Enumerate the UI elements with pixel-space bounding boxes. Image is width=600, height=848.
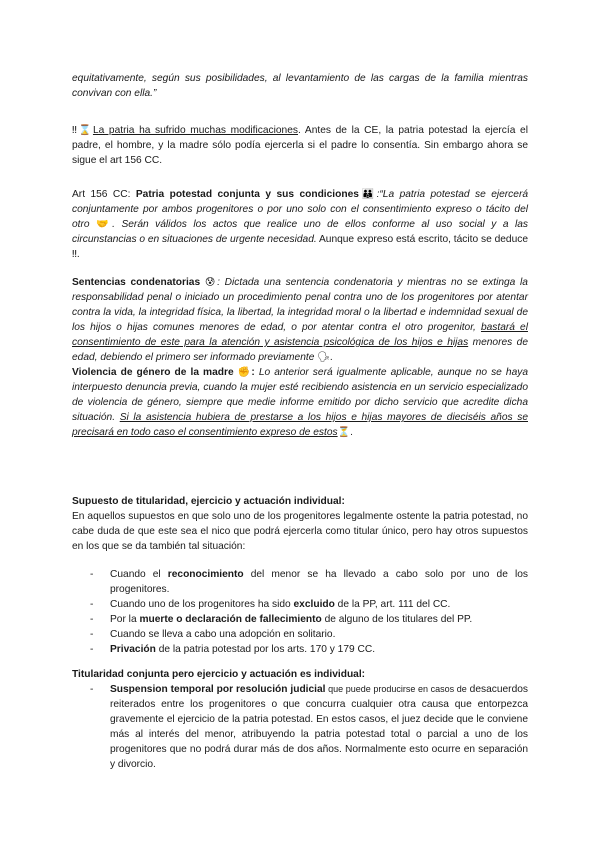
art156-paragraph bbox=[72, 187, 528, 262]
handshake-icon: 🤝 bbox=[96, 219, 113, 230]
art156-quote-a: :“La patria potestad se ejercerá conjuntamente por ambos progenitores o por uno solo con el consentimiento expreso o tácito del otro bbox=[72, 189, 528, 230]
violencia-end: . bbox=[350, 427, 353, 438]
sentencias-paragraph bbox=[72, 275, 528, 365]
violencia-underlined: Si la asistencia hubiera de prestarse a los hijos e hijas mayores de dieciséis años se precisará en todo caso el consentimiento expreso de estos bbox=[72, 412, 528, 438]
violencia-paragraph bbox=[72, 365, 528, 440]
list-item: - Privación de la patria potestad por los arts. 170 y 179 CC. bbox=[72, 642, 528, 657]
anxious-face-icon: 😰 bbox=[204, 277, 218, 288]
violencia-title: Violencia de género de la madre bbox=[72, 367, 234, 378]
art156-prefix: Art 156 CC: bbox=[72, 189, 136, 200]
list-item: - Cuando el reconocimiento del menor se ha llevado a cabo solo por uno de los progenitores. bbox=[72, 567, 528, 597]
list-item: - Suspension temporal por resolución judicial que puede producirse en casos de desacuerdos reiterados entre los progenitores o que concurra cualquier otra causa que entorpezca gravemente el ejercicio de la patria potestad. En estos casos, el juez decide que le conviene más al interés del menor, atribuyendo la patria potestad total o parcial a uno de los progenitores que no podrá durar más de dos años. Normalmente esto ocurre en separación y divorcio. bbox=[72, 682, 528, 772]
art156-tail: Aunque expreso está escrito, tácito se deduce bbox=[316, 234, 528, 245]
list-item: - Cuando se lleva a cabo una adopción en solitario. bbox=[72, 627, 528, 642]
list-item: - Cuando uno de los progenitores ha sido excluido de la PP, art. 111 del CC. bbox=[72, 597, 528, 612]
art156-title: Patria potestad conjunta y sus condiciones bbox=[135, 189, 359, 200]
conjunta-list bbox=[72, 682, 528, 772]
history-underlined: La patria ha sufrido muchas modificaciones bbox=[92, 125, 298, 136]
art156-quote-b: . Serán válidos los actos que realice uno de ellos conforme al uso social y a las circunstancias o en situaciones de urgente necesidad. bbox=[72, 219, 528, 245]
intro-quote bbox=[72, 71, 528, 101]
history-rest: . Antes de la CE, la patria potestad la ejercía el padre, el hombre, y la madre sólo podía ejercerla si el padre lo consentía. Sin embargo ahora se sigue el art 156 CC. bbox=[72, 125, 528, 166]
art156-tail-end: . bbox=[76, 249, 80, 260]
hourglass-end-icon: ⏳ bbox=[337, 427, 351, 438]
supuesto-intro: En aquellos supuestos en que solo uno de los progenitores legalmente ostente la patria potestad, no cabe duda de que este sea el nico que podrá ejercerla como titular único, pero hay otros supuestos en los que se da también tal situación: bbox=[72, 511, 528, 552]
speaking-head-icon: 🗣 bbox=[317, 352, 330, 363]
sentencias-title: Sentencias condenatorias bbox=[72, 277, 201, 288]
violencia-body: Lo anterior será igualmente aplicable, aunque no se haya interpuesto denuncia previa, cuando la mujer esté recibiendo asistencia en un servicio especializado de violencia de género, siempre que medie informe emitido por dicho servicio que acredite dicha situación. bbox=[72, 367, 528, 423]
supuesto-list bbox=[72, 567, 528, 657]
history-paragraph bbox=[72, 123, 528, 168]
sentencias-end: . bbox=[329, 352, 333, 363]
intro-quote-text: equitativamente, según sus posibilidades, al levantamiento de las cargas de la familia mientras convivan con ella.” bbox=[72, 73, 528, 99]
raised-fist-icon: ✊ bbox=[237, 367, 252, 378]
sentencias-underlined: bastará el consentimiento de este para la atención y asistencia psicológica de los hijos e hijas bbox=[72, 322, 528, 348]
hourglass-icon: ‼⌛ bbox=[72, 125, 93, 136]
conjunta-heading: Titularidad conjunta pero ejercicio y actuación es individual: bbox=[72, 669, 366, 680]
double-exclamation-icon: ‼ bbox=[72, 249, 77, 260]
supuesto-heading: Supuesto de titularidad, ejercicio y actuación individual: bbox=[72, 496, 345, 507]
family-icon: 👪 bbox=[358, 189, 377, 200]
sentencias-after: menores de edad, debiendo el primero ser informado previamente bbox=[72, 337, 528, 363]
violencia-colon: : bbox=[251, 367, 259, 378]
list-item: - Por la muerte o declaración de fallecimiento de alguno de los titulares del PP. bbox=[72, 612, 528, 627]
sentencias-body: : Dictada una sentencia condenatoria y mientras no se extinga la responsabilidad penal o iniciado un procedimiento penal contra uno de los progenitores por atentar contra la vida, la integridad física, la libertad, la integridad moral o la libertad e indemnidad sexual de los hijos o hijas comunes menores de edad, o por atentar contra el otro progenitor, bbox=[72, 277, 528, 333]
